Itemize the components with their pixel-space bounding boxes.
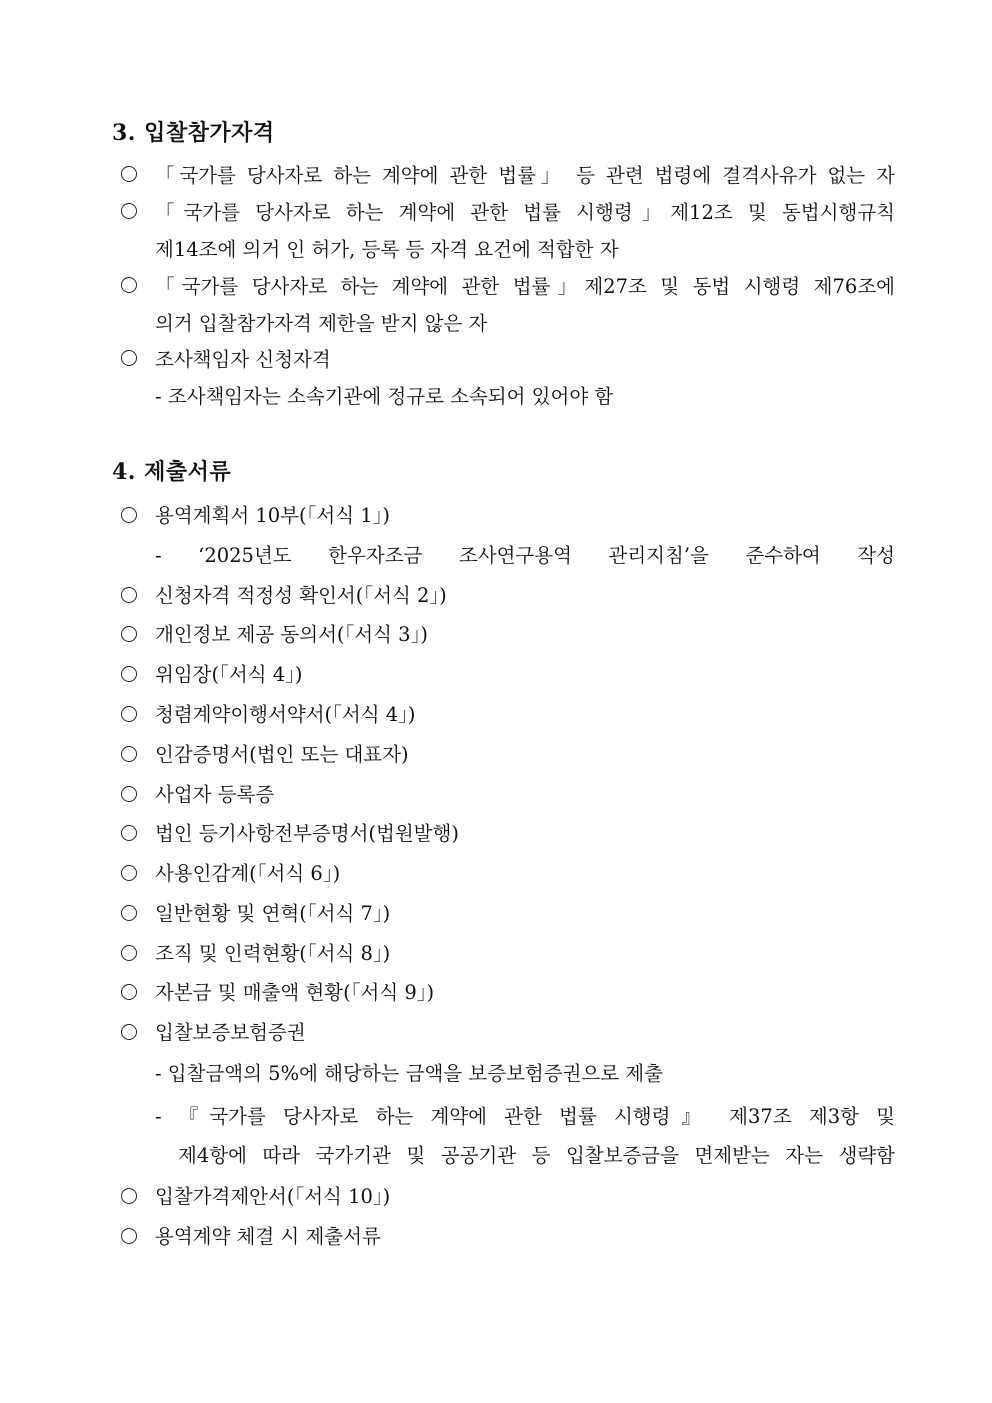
eligibility-item-1: 「국가를 당사자로 하는 계약에 관한 법률」 등 관련 법령에 결격사유가 없는 자 <box>155 164 895 187</box>
bullet-circle-icon <box>121 1188 137 1204</box>
bullet-circle-icon <box>121 706 137 722</box>
bullet-circle-icon <box>121 905 137 921</box>
eligibility-item-4-sub: - 조사책임자는 소속기관에 정규로 소속되어 있어야 함 <box>155 385 614 408</box>
section-4-title: 4. 제출서류 <box>112 459 232 485</box>
section-3-title: 3. 입찰참가자격 <box>112 120 275 146</box>
bullet-circle-icon <box>121 507 137 523</box>
eligibility-item-4: 조사책임자 신청자격 <box>155 348 331 371</box>
document-item-sub: - ‘2025년도 한우자조금 조사연구용역 관리지침’을 준수하여 작성 <box>155 544 895 567</box>
document-item: 개인정보 제공 동의서(「서식 3」) <box>155 623 428 646</box>
document-item: 용역계획서 10부(「서식 1」) <box>155 504 391 527</box>
bullet-circle-icon <box>121 1228 137 1244</box>
bullet-circle-icon <box>121 666 137 682</box>
document-item: 신청자격 적정성 확인서(「서식 2」) <box>155 584 447 607</box>
bullet-circle-icon <box>121 984 137 1000</box>
bullet-circle-icon <box>121 746 137 762</box>
document-item: 일반현황 및 연혁(「서식 7」) <box>155 902 391 925</box>
document-item: 법인 등기사항전부증명서(법원발행) <box>155 822 459 845</box>
document-item: 사업자 등록증 <box>155 783 275 806</box>
eligibility-item-3-line-2: 의거 입찰참가자격 제한을 받지 않은 자 <box>155 312 488 335</box>
document-item: 자본금 및 매출액 현황(「서식 9」) <box>155 981 435 1004</box>
bullet-circle-icon <box>121 945 137 961</box>
eligibility-item-2-line-1: 「국가를 당사자로 하는 계약에 관한 법률 시행령」제12조 및 동법시행규칙 <box>155 201 895 224</box>
document-item: 용역계약 체결 시 제출서류 <box>155 1225 381 1248</box>
document-item: 조직 및 인력현황(「서식 8」) <box>155 942 391 965</box>
bond-sub-2-line-1: - 『국가를 당사자로 하는 계약에 관한 법률 시행령』 제37조 제3항 및 <box>155 1105 895 1128</box>
bullet-circle-icon <box>121 626 137 642</box>
eligibility-item-3-line-1: 「국가를 당사자로 하는 계약에 관한 법률」제27조 및 동법 시행령 제76조에 <box>155 275 895 298</box>
document-item: 위임장(「서식 4」) <box>155 663 303 686</box>
document-item: 인감증명서(법인 또는 대표자) <box>155 743 409 766</box>
bullet-circle-icon <box>121 277 137 293</box>
bullet-circle-icon <box>121 203 137 219</box>
bullet-circle-icon <box>121 1024 137 1040</box>
document-item: 입찰보증보험증권 <box>155 1021 306 1044</box>
bullet-circle-icon <box>121 865 137 881</box>
bond-sub-1: - 입찰금액의 5%에 해당하는 금액을 보증보험증권으로 제출 <box>155 1062 663 1085</box>
eligibility-item-2-line-2: 제14조에 의거 인 허가, 등록 등 자격 요건에 적합한 자 <box>155 238 619 261</box>
document-item: 청렴계약이행서약서(「서식 4」) <box>155 703 416 726</box>
bullet-circle-icon <box>121 825 137 841</box>
bullet-circle-icon <box>121 350 137 366</box>
bullet-circle-icon <box>121 587 137 603</box>
document-item: 입찰가격제안서(「서식 10」) <box>155 1185 391 1208</box>
bullet-circle-icon <box>121 786 137 802</box>
document-item: 사용인감계(「서식 6」) <box>155 862 341 885</box>
bullet-circle-icon <box>121 166 137 182</box>
bond-sub-2-line-2: 제4항에 따라 국가기관 및 공공기관 등 입찰보증금을 면제받는 자는 생략함 <box>178 1144 895 1167</box>
